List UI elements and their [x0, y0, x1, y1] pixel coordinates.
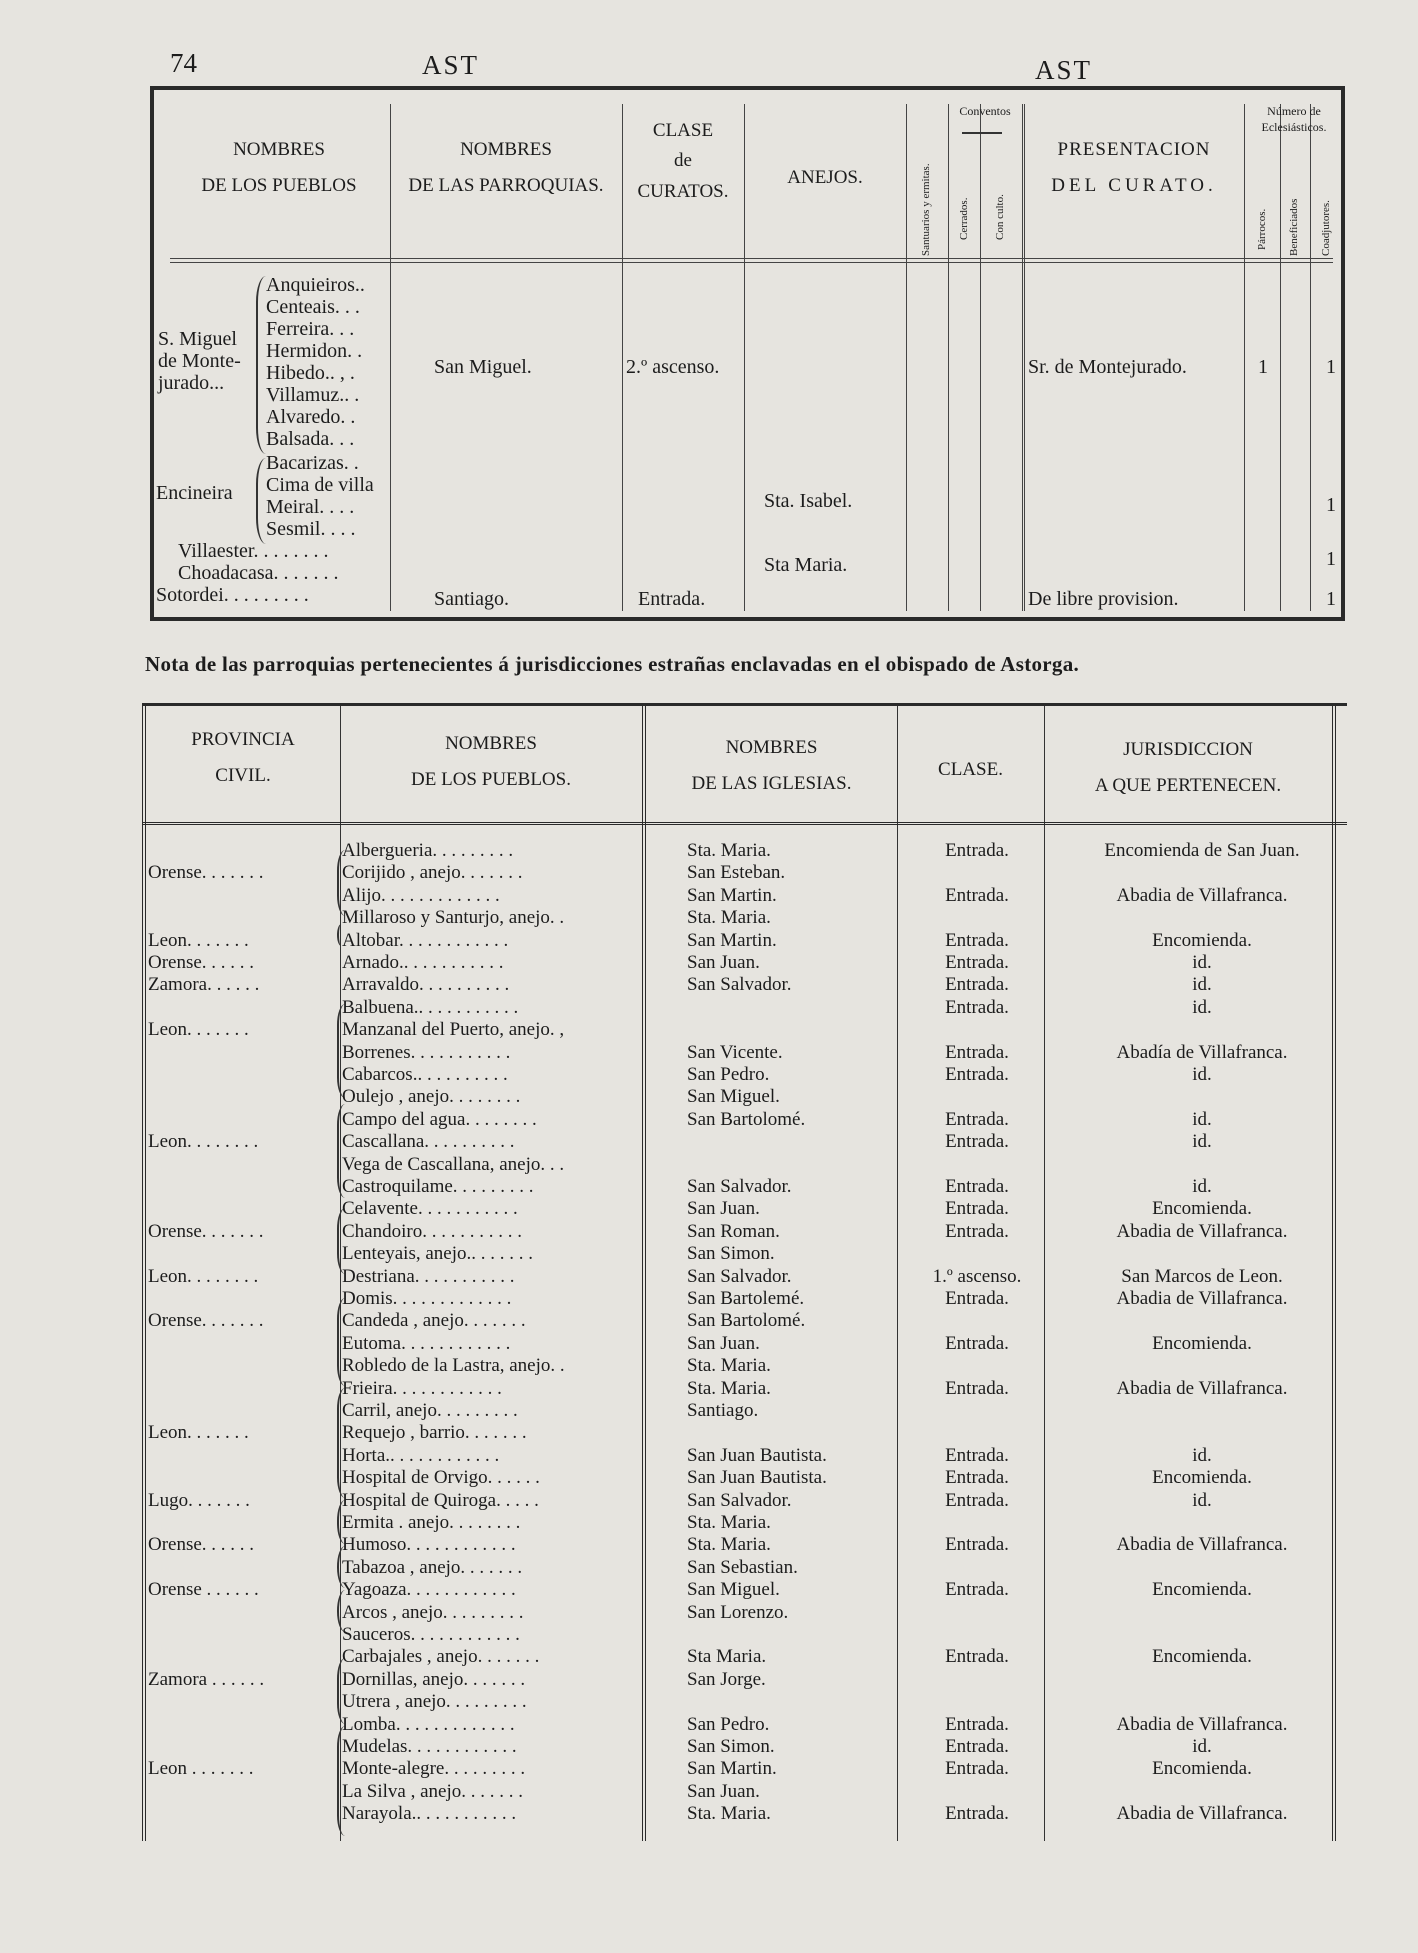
table-row — [142, 1355, 1347, 1377]
table-row — [142, 1086, 1347, 1108]
group-anejo-list: Anquieiros.. Centeais. . . Ferreira. . . Hermidon. . Hibedo.. , . Villamuz.. . Alvaredo. . Balsada. . . — [266, 274, 365, 450]
iglesia-cell: San Juan. — [687, 952, 760, 973]
clase-cell: Entrada. — [945, 1803, 1009, 1825]
group-anejo-list: Bacarizas. . Cima de villa Meiral. . . . Sesmil. . . . — [266, 452, 374, 540]
iglesia-cell: San Martin. — [687, 884, 777, 906]
table-row — [142, 862, 1347, 884]
table-row — [142, 1310, 1347, 1332]
table-row — [142, 974, 1347, 996]
jurisdiccion-cell: id. — [1192, 1131, 1212, 1153]
table-row — [142, 1333, 1347, 1355]
clase-cell: Entrada. — [945, 1108, 1009, 1130]
clase-cell: Entrada. — [945, 1332, 1009, 1354]
pueblo-cell: Carbajales , anejo. . . . . . . — [342, 1646, 540, 1668]
iglesia-cell: San Lorenzo. — [687, 1601, 789, 1623]
jurisdiccion-cell: Encomienda. — [1152, 1646, 1252, 1668]
iglesia-cell: San Juan. — [687, 1780, 760, 1802]
table-row — [142, 1602, 1347, 1624]
jurisdiccion-cell: Abadia de Villafranca. — [1116, 1534, 1288, 1556]
table-row — [142, 840, 1347, 862]
header-conventos: Conventos — [959, 104, 1011, 118]
parish-table — [150, 86, 1345, 621]
provincia-cell: Leon. . . . . . . . — [148, 1265, 259, 1287]
pueblo-cell: Eutoma. . . . . . . . . . . . — [342, 1332, 511, 1354]
iglesia-cell: San Sebastian. — [687, 1556, 798, 1578]
table-row — [142, 1422, 1347, 1444]
clase-cell: Entrada. — [945, 996, 1009, 1018]
header-anejos: ANEJOS. — [787, 167, 863, 188]
table-row — [142, 1400, 1347, 1422]
header-parroquias: NOMBRES DE LAS PARROQUIAS. — [408, 139, 604, 197]
table-row — [142, 1557, 1347, 1579]
iglesia-cell: San Juan. — [687, 1332, 760, 1354]
pueblo-cell: Lomba. . . . . . . . . . . . . — [342, 1713, 515, 1735]
parroquia-cell: San Miguel. — [434, 356, 532, 378]
clase-cell: Entrada. — [945, 1489, 1009, 1511]
provincia-cell: Orense . . . . . . — [148, 1579, 259, 1601]
pueblo-cell: Robledo de la Lastra, anejo. . — [342, 1355, 565, 1377]
iglesia-cell: San Vicente. — [687, 1041, 783, 1063]
clase-cell: Entrada. — [945, 1377, 1009, 1399]
jurisdiccion-cell: id. — [1192, 996, 1212, 1018]
clase-cell: Entrada. — [945, 1467, 1009, 1489]
table-row — [142, 1669, 1347, 1691]
provincia-cell: Zamora. . . . . . — [148, 974, 260, 996]
header-santuarios: Santuarios y ermitas. — [920, 163, 932, 256]
pueblo-cell: Destriana. . . . . . . . . . . — [342, 1265, 515, 1287]
pueblo-cell: Borrenes. . . . . . . . . . . — [342, 1041, 511, 1063]
clase-cell: Entrada. — [945, 1579, 1009, 1601]
table-row — [142, 885, 1347, 907]
header-clase: CLASE de CURATOS. — [637, 120, 729, 202]
table-row — [142, 1176, 1347, 1198]
pueblo-cell: Sotordei. . . . . . . . . — [156, 584, 309, 606]
jurisdiccion-cell: Encomienda. — [1152, 1198, 1252, 1220]
jurisdiccion-cell: id. — [1192, 1736, 1212, 1757]
pueblo-cell: Carril, anejo. . . . . . . . . — [342, 1400, 518, 1421]
anejo-cell: Sta. Isabel. — [764, 490, 853, 512]
jurisdiccion-cell: Encomienda. — [1152, 1758, 1252, 1780]
provincia-cell: Orense. . . . . . — [148, 1534, 255, 1556]
clase-cell: Entrada. — [945, 1736, 1009, 1757]
clase-cell: Entrada. — [945, 1131, 1009, 1153]
jurisdiccion-cell: Encomienda. — [1152, 1579, 1252, 1601]
header-clase: CLASE. — [938, 759, 1003, 780]
iglesia-cell: Sta. Maria. — [687, 840, 771, 861]
table-row — [142, 1154, 1347, 1176]
table-row — [142, 1512, 1347, 1534]
pueblo-cell: Tabazoa , anejo. . . . . . . — [342, 1556, 523, 1578]
provincia-cell: Leon. . . . . . . — [148, 929, 249, 951]
clase-cell: Entrada. — [945, 884, 1009, 906]
pueblo-cell: Corijido , anejo. . . . . . . — [342, 862, 523, 884]
pueblo-cell: Alijo. . . . . . . . . . . . . — [342, 884, 500, 906]
table-row — [142, 1534, 1347, 1556]
table-row — [142, 1579, 1347, 1601]
jurisdiccion-cell: id. — [1192, 952, 1212, 973]
iglesia-cell: San Bartolomé. — [687, 1108, 806, 1130]
pueblo-cell: Domis. . . . . . . . . . . . . — [342, 1288, 512, 1309]
group-pueblo: Encineira — [156, 482, 233, 504]
jurisdiccion-cell: Abadia de Villafranca. — [1116, 1377, 1288, 1399]
clase-cell: Entrada. — [945, 929, 1009, 951]
iglesia-cell: San Pedro. — [687, 1064, 770, 1085]
table-row — [142, 1109, 1347, 1131]
pueblo-cell: Millaroso y Santurjo, anejo. . — [342, 907, 565, 929]
header-coadjutores: Coadjutores. — [1320, 200, 1332, 256]
jurisdiccion-cell: id. — [1192, 1444, 1212, 1466]
iglesia-cell: San Bartolomé. — [687, 1310, 806, 1332]
iglesia-cell: San Salvador. — [687, 974, 792, 996]
iglesia-cell: Sta. Maria. — [687, 1803, 771, 1825]
header-provincia: PROVINCIA CIVIL. — [191, 729, 295, 787]
iglesia-cell: San Juan Bautista. — [687, 1444, 827, 1466]
jurisdiccion-cell: id. — [1192, 1108, 1212, 1130]
header-presentacion: PRESENTACION DEL CURATO. — [1051, 139, 1217, 197]
provincia-cell: Leon. . . . . . . — [148, 1422, 249, 1444]
jurisdiccion-cell: Abadia de Villafranca. — [1116, 1713, 1288, 1735]
iglesia-cell: San Martin. — [687, 1758, 777, 1780]
table-row — [142, 1736, 1347, 1758]
header-jurisdiccion: JURISDICCION A QUE PERTENECEN. — [1094, 739, 1282, 797]
iglesia-cell: San Salvador. — [687, 1176, 792, 1197]
clase-cell: Entrada. — [945, 1220, 1009, 1242]
running-header-right: AST — [1035, 55, 1093, 85]
table-row — [142, 1758, 1347, 1780]
iglesia-cell: Sta. Maria. — [687, 1512, 771, 1533]
presentacion-cell: De libre provision. — [1028, 588, 1179, 610]
clase-cell: Entrada. — [945, 1176, 1009, 1197]
clase-cell: Entrada. — [945, 1198, 1009, 1220]
iglesia-cell: San Simon. — [687, 1243, 775, 1265]
header-beneficiados: Beneficiados — [1288, 198, 1300, 256]
provincia-cell: Orense. . . . . . . — [148, 862, 264, 884]
table-row — [142, 930, 1347, 952]
iglesia-cell: Sta. Maria. — [687, 1377, 771, 1399]
clase-cell: Entrada. — [945, 1534, 1009, 1556]
table-row — [142, 1803, 1347, 1825]
jurisdiccion-cell: Encomienda. — [1152, 1467, 1252, 1489]
header-cerrados: Cerrados. — [958, 197, 970, 240]
iglesia-cell: Sta Maria. — [687, 1646, 767, 1668]
jurisdiccion-cell: Abadia de Villafranca. — [1116, 884, 1288, 906]
pueblo-cell: Sauceros. . . . . . . . . . . . — [342, 1624, 520, 1645]
pueblo-cell: Ermita . anejo. . . . . . . . — [342, 1512, 521, 1533]
coadjutores-cell: 1 — [1326, 548, 1336, 570]
table-row — [142, 1266, 1347, 1288]
iglesia-cell: San Martin. — [687, 929, 777, 951]
pueblo-cell: Arcos , anejo. . . . . . . . . — [342, 1601, 524, 1623]
pueblo-cell: Arravaldo. . . . . . . . . . — [342, 974, 510, 996]
jurisdiccion-cell: Encomienda. — [1152, 1332, 1252, 1354]
group-pueblo: S. Miguel de Monte- jurado... — [158, 328, 241, 394]
pueblo-cell: La Silva , anejo. . . . . . . — [342, 1780, 523, 1802]
iglesia-cell: San Juan. — [687, 1198, 760, 1220]
presentacion-cell: Sr. de Montejurado. — [1028, 356, 1187, 378]
table-row — [142, 1624, 1347, 1646]
jurisdiccion-cell: Encomienda de San Juan. — [1104, 840, 1300, 861]
provincia-cell: Orense. . . . . . . — [148, 1220, 264, 1242]
pueblo-cell: Frieira. . . . . . . . . . . . — [342, 1377, 502, 1399]
pueblo-cell: Narayola.. . . . . . . . . . . — [342, 1803, 517, 1825]
jurisdiction-table — [142, 703, 1347, 1841]
clase-cell: Entrada. — [945, 1758, 1009, 1780]
table-row — [142, 1691, 1347, 1713]
clase-cell: Entrada. — [945, 840, 1009, 861]
running-header-left: AST — [422, 50, 480, 80]
pueblo-cell: Dornillas, anejo. . . . . . . — [342, 1668, 526, 1690]
pueblo-cell: Hospital de Orvigo. . . . . . — [342, 1467, 540, 1489]
clase-cell: 2.º ascenso. — [626, 356, 720, 378]
iglesia-cell: San Simon. — [687, 1736, 775, 1757]
header-pueblos: NOMBRES DE LOS PUEBLOS. — [411, 733, 571, 791]
pueblo-cell: Choadacasa. . . . . . . — [178, 562, 339, 584]
clase-cell: Entrada. — [638, 588, 706, 610]
table-row — [142, 1019, 1347, 1041]
clase-cell: Entrada. — [945, 974, 1009, 996]
table-row — [142, 1781, 1347, 1803]
pueblo-cell: Humoso. . . . . . . . . . . . — [342, 1534, 516, 1556]
pueblo-cell: Villaester. . . . . . . . — [178, 540, 329, 562]
clase-cell: Entrada. — [945, 1288, 1009, 1309]
page-number: 74 — [170, 48, 197, 78]
pueblo-cell: Manzanal del Puerto, anejo. , — [342, 1019, 565, 1041]
jurisdiccion-cell: id. — [1192, 1176, 1212, 1197]
pueblo-cell: Chandoiro. . . . . . . . . . . — [342, 1220, 522, 1242]
jurisdiccion-cell: id. — [1192, 974, 1212, 996]
table-row — [142, 1198, 1347, 1220]
table-row — [142, 1445, 1347, 1467]
iglesia-cell: Sta. Maria. — [687, 907, 771, 929]
header-numero: Número de Eclesiásticos. — [1261, 104, 1327, 134]
coadjutores-cell: 1 — [1326, 356, 1336, 378]
provincia-cell: Zamora . . . . . . — [148, 1668, 265, 1690]
clase-cell: Entrada. — [945, 1646, 1009, 1668]
iglesia-cell: San Roman. — [687, 1220, 780, 1242]
pueblo-cell: Vega de Cascallana, anejo. . . — [342, 1153, 565, 1175]
table-row — [142, 1131, 1347, 1153]
pueblo-cell: Mudelas. . . . . . . . . . . . — [342, 1736, 517, 1757]
pueblo-cell: Cabarcos.. . . . . . . . . . — [342, 1064, 508, 1085]
table-row — [142, 1288, 1347, 1310]
provincia-cell: Leon . . . . . . . — [148, 1758, 254, 1780]
iglesia-cell: Santiago. — [687, 1400, 759, 1421]
header-con-culto: Con culto. — [994, 194, 1006, 240]
table-row — [142, 1064, 1347, 1086]
pueblo-cell: Lenteyais, anejo.. . . . . . . — [342, 1243, 534, 1265]
iglesia-cell: San Salvador. — [687, 1265, 792, 1287]
clase-cell: Entrada. — [945, 1064, 1009, 1085]
pueblo-cell: Hospital de Quiroga. . . . . — [342, 1489, 539, 1511]
pueblo-cell: Altobar. . . . . . . . . . . . — [342, 929, 509, 951]
pueblo-cell: Requejo , barrio. . . . . . . — [342, 1422, 527, 1444]
table-row — [142, 952, 1347, 974]
jurisdiccion-cell: Encomienda. — [1152, 929, 1252, 951]
iglesia-cell: San Miguel. — [687, 1579, 780, 1601]
table-row — [142, 997, 1347, 1019]
table-row — [142, 1221, 1347, 1243]
jurisdiccion-cell: Abadia de Villafranca. — [1116, 1288, 1288, 1309]
iglesia-cell: San Miguel. — [687, 1086, 780, 1108]
pueblo-cell: Celavente. . . . . . . . . . . — [342, 1198, 518, 1220]
provincia-cell: Orense. . . . . . . — [148, 1310, 264, 1332]
pueblo-cell: Cascallana. . . . . . . . . . — [342, 1131, 515, 1153]
pueblo-cell: Balbuena.. . . . . . . . . . . — [342, 996, 519, 1018]
header-pueblos: NOMBRES DE LOS PUEBLOS — [201, 139, 357, 197]
iglesia-cell: San Esteban. — [687, 862, 786, 884]
provincia-cell: Lugo. . . . . . . — [148, 1489, 250, 1511]
table-row — [142, 1467, 1347, 1489]
coadjutores-cell: 1 — [1326, 494, 1336, 516]
iglesia-cell: San Jorge. — [687, 1668, 766, 1690]
pueblo-cell: Albergueria. . . . . . . . . — [342, 840, 514, 861]
parroquia-cell: Santiago. — [434, 588, 509, 610]
jurisdiccion-cell: id. — [1192, 1064, 1212, 1085]
parrocos-cell: 1 — [1258, 356, 1268, 378]
table-row — [142, 907, 1347, 929]
provincia-cell: Orense. . . . . . — [148, 952, 255, 973]
iglesia-cell: Sta. Maria. — [687, 1534, 771, 1556]
coadjutores-cell: 1 — [1326, 588, 1336, 610]
iglesia-cell: San Pedro. — [687, 1713, 770, 1735]
clase-cell: Entrada. — [945, 952, 1009, 973]
pueblo-cell: Oulejo , anejo. . . . . . . . — [342, 1086, 521, 1108]
provincia-cell: Leon. . . . . . . . — [148, 1131, 259, 1153]
jurisdiccion-cell: Abadia de Villafranca. — [1116, 1803, 1288, 1825]
anejo-cell: Sta Maria. — [764, 554, 848, 576]
jurisdiccion-cell: id. — [1192, 1489, 1212, 1511]
table-row — [142, 1646, 1347, 1668]
jurisdiccion-cell: Abadía de Villafranca. — [1116, 1041, 1288, 1063]
pueblo-cell: Campo del agua. . . . . . . . — [342, 1108, 537, 1130]
iglesia-cell: San Juan Bautista. — [687, 1467, 827, 1489]
iglesia-cell: Sta. Maria. — [687, 1355, 771, 1377]
pueblo-cell: Castroquilame. . . . . . . . . — [342, 1176, 534, 1197]
table-row — [142, 1378, 1347, 1400]
header-iglesias: NOMBRES DE LAS IGLESIAS. — [691, 737, 852, 795]
pueblo-cell: Yagoaza. . . . . . . . . . . . — [342, 1579, 516, 1601]
jurisdiccion-cell: San Marcos de Leon. — [1121, 1265, 1283, 1287]
jurisdiccion-cell: Abadia de Villafranca. — [1116, 1220, 1288, 1242]
pueblo-cell: Monte-alegre. . . . . . . . . — [342, 1758, 526, 1780]
iglesia-cell: San Salvador. — [687, 1489, 792, 1511]
provincia-cell: Leon. . . . . . . — [148, 1019, 249, 1041]
table-note: Nota de las parroquias pertenecientes á jurisdicciones estrañas enclavadas en el obispado de Astorga. — [145, 652, 1080, 676]
table-row — [142, 1042, 1347, 1064]
clase-cell: 1.º ascenso. — [932, 1265, 1022, 1287]
table-row — [142, 1714, 1347, 1736]
pueblo-cell: Utrera , anejo. . . . . . . . . — [342, 1691, 527, 1713]
header-parrocos: Párrocos. — [1256, 208, 1268, 250]
clase-cell: Entrada. — [945, 1444, 1009, 1466]
iglesia-cell: San Bartolemé. — [687, 1288, 805, 1309]
table-row — [142, 1243, 1347, 1265]
pueblo-cell: Arnado.. . . . . . . . . . . — [342, 952, 504, 973]
pueblo-cell: Candeda , anejo. . . . . . . — [342, 1310, 526, 1332]
table-row — [142, 1490, 1347, 1512]
clase-cell: Entrada. — [945, 1041, 1009, 1063]
clase-cell: Entrada. — [945, 1713, 1009, 1735]
pueblo-cell: Horta.. . . . . . . . . . . . — [342, 1444, 500, 1466]
